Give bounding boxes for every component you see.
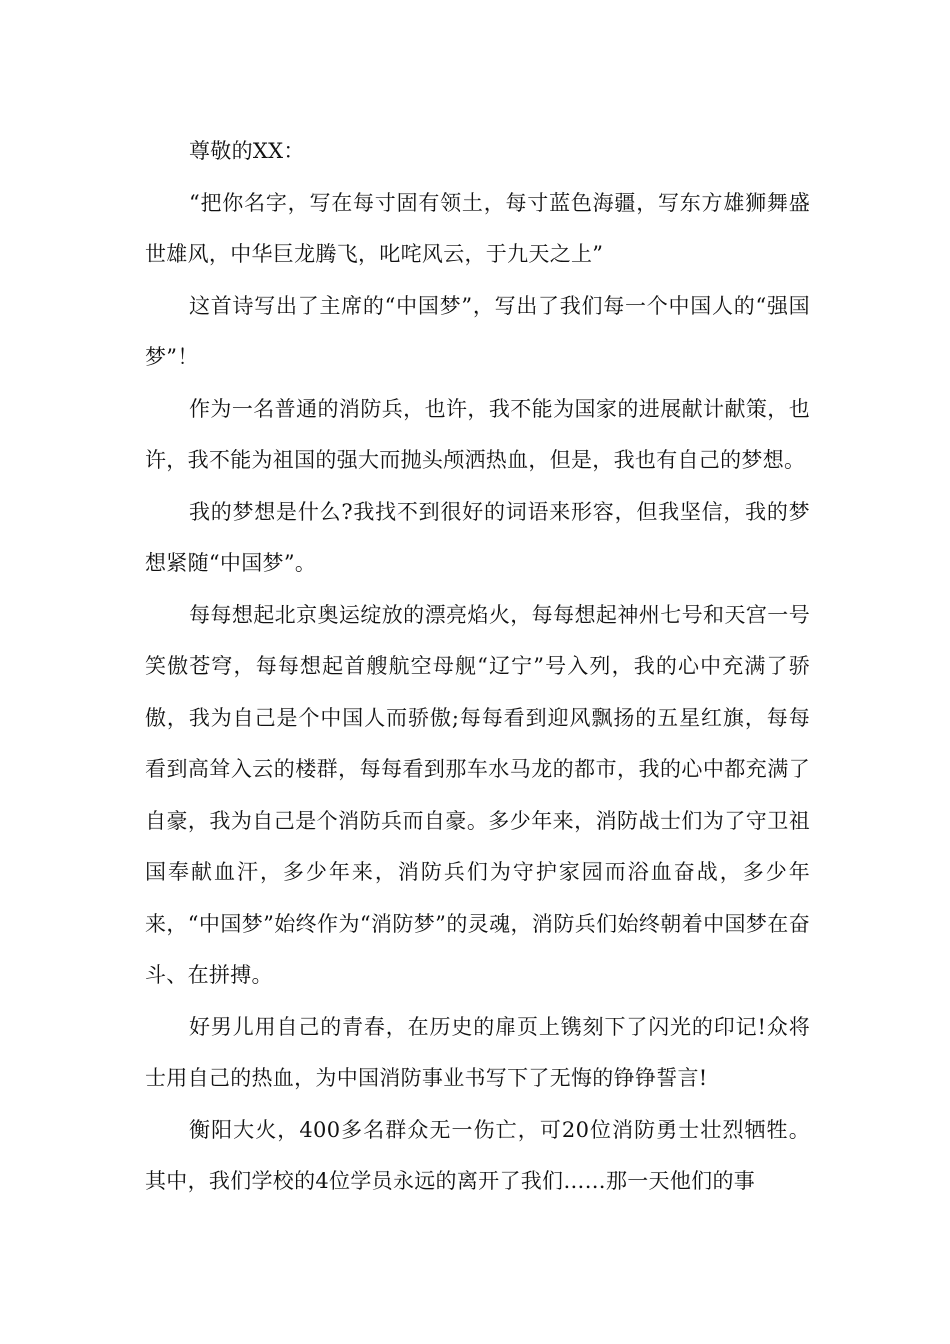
paragraph-pride: 每每想起北京奥运绽放的漂亮焰火，每每想起神州七号和天宫一号笑傲苍穹，每每想起首艘航空母舰“辽宁”号入列，我的心中充满了骄傲，我为自己是个中国人而骄傲;每每看到迎风飘扬的五星红旗，每每看到高耸入云的楼群，每每看到那车水马龙的都市，我的心中都充满了自豪，我为自己是个消防兵而自豪。多少年来，消防战士们为了守卫祖国奉献血汗，多少年来，消防兵们为守护家园而浴血奋战，多少年来，“中国梦”始终作为“消防梦”的灵魂，消防兵们始终朝着中国梦在奋斗、在拼搏。 — [145, 602, 810, 987]
paragraph-youth: 好男儿用自己的青春，在历史的扉页上镌刻下了闪光的印记!众将士用自己的热血，为中国消防事业书写下了无悔的铮铮誓言! — [145, 1014, 810, 1090]
paragraph-poem-quote: “把你名字，写在每寸固有领土，每寸蓝色海疆，写东方雄狮舞盛世雄风，中华巨龙腾飞，叱咤风云，于九天之上” — [145, 190, 810, 266]
document-body — [145, 126, 810, 1208]
paragraph-firefighter-intro: 作为一名普通的消防兵，也许，我不能为国家的进展献计献策，也许，我不能为祖国的强大而抛头颅洒热血，但是，我也有自己的梦想。 — [145, 396, 810, 472]
paragraph-salutation: 尊敬的XX： — [189, 139, 305, 163]
paragraph-hengyang-fire: 衡阳大火，400多名群众无一伤亡，可20位消防勇士壮烈牺牲。其中，我们学校的4位学员永远的离开了我们……那一天他们的事 — [145, 1117, 810, 1193]
paragraph-dream-question: 我的梦想是什么?我找不到很好的词语来形容，但我坚信，我的梦想紧随“中国梦”。 — [145, 499, 810, 575]
paragraph-poem-comment: 这首诗写出了主席的“中国梦”，写出了我们每一个中国人的“强国梦”！ — [145, 293, 810, 369]
